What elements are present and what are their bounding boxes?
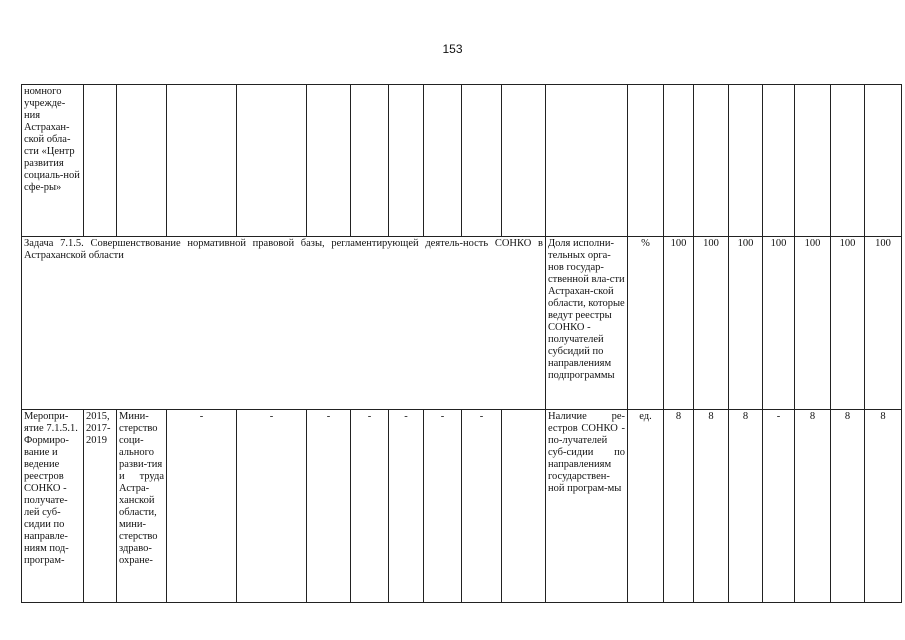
task-value-cell: 100 bbox=[763, 237, 795, 410]
task-value-cell: 100 bbox=[795, 237, 831, 410]
empty-cell bbox=[307, 85, 351, 237]
measure-value-cell: 8 bbox=[795, 410, 831, 603]
measure-value-cell: 8 bbox=[664, 410, 694, 603]
funding-cell: - bbox=[424, 410, 462, 603]
empty-cell bbox=[167, 85, 237, 237]
empty-cell bbox=[502, 410, 546, 603]
task-value-cell: 100 bbox=[729, 237, 763, 410]
empty-cell bbox=[628, 85, 664, 237]
measure-value-cell: 8 bbox=[729, 410, 763, 603]
measure-unit-cell: ед. bbox=[628, 410, 664, 603]
funding-cell: - bbox=[237, 410, 307, 603]
task-value-cell: 100 bbox=[664, 237, 694, 410]
empty-cell bbox=[795, 85, 831, 237]
task-indicator-cell: Доля исполни-тельных орга-нов государ-ственной вла-сти Астрахан-ской области, которые ведут реестры СОНКО - получателей субсидий по направлениям подпрограммы bbox=[546, 237, 628, 410]
task-value-cell: 100 bbox=[831, 237, 865, 410]
empty-cell bbox=[729, 85, 763, 237]
measure-value-cell: 8 bbox=[694, 410, 729, 603]
measure-value-cell: - bbox=[763, 410, 795, 603]
empty-cell bbox=[117, 85, 167, 237]
task-title-cell: Задача 7.1.5. Совершенствование нормативной правовой базы, регламентирующей деятель-ность СОНКО в Астраханской области bbox=[22, 237, 546, 410]
task-unit-cell: % bbox=[628, 237, 664, 410]
empty-cell bbox=[84, 85, 117, 237]
empty-cell bbox=[664, 85, 694, 237]
funding-cell: - bbox=[462, 410, 502, 603]
empty-cell bbox=[237, 85, 307, 237]
task-value-cell: 100 bbox=[865, 237, 902, 410]
empty-cell bbox=[462, 85, 502, 237]
funding-cell: - bbox=[351, 410, 389, 603]
table-row-measure bbox=[22, 410, 902, 603]
funding-cell: - bbox=[389, 410, 424, 603]
measure-years-cell: 2015, 2017-2019 bbox=[84, 410, 117, 603]
organization-name-cell: номного учрежде-ния Астрахан-ской обла-сти «Центр развития социаль-ной сфе-ры» bbox=[22, 85, 84, 237]
empty-cell bbox=[424, 85, 462, 237]
empty-cell bbox=[763, 85, 795, 237]
empty-cell bbox=[351, 85, 389, 237]
page-number: 153 bbox=[442, 42, 463, 56]
funding-cell: - bbox=[307, 410, 351, 603]
empty-cell bbox=[831, 85, 865, 237]
empty-cell bbox=[389, 85, 424, 237]
measure-value-cell: 8 bbox=[865, 410, 902, 603]
task-value-cell: 100 bbox=[694, 237, 729, 410]
program-table bbox=[21, 84, 902, 603]
measure-executor-cell: Мини-стерство соци-ального разви-тия и труда Астра-ханской области, мини-стерство здраво-охране- bbox=[117, 410, 167, 603]
measure-name-cell: Меропри-ятие 7.1.5.1. Формиро-вание и ведение реестров СОНКО - получате-лей суб-сидии по направле-ниям под-програм- bbox=[22, 410, 84, 603]
table-row-task bbox=[22, 237, 902, 410]
empty-cell bbox=[502, 85, 546, 237]
empty-cell bbox=[694, 85, 729, 237]
funding-cell: - bbox=[167, 410, 237, 603]
table-row-continuation bbox=[22, 85, 902, 237]
empty-cell bbox=[546, 85, 628, 237]
empty-cell bbox=[865, 85, 902, 237]
measure-indicator-cell: Наличие ре-естров СОНКО - по-лучателей суб-сидии по направлениям государствен-ной програм-мы bbox=[546, 410, 628, 603]
measure-value-cell: 8 bbox=[831, 410, 865, 603]
